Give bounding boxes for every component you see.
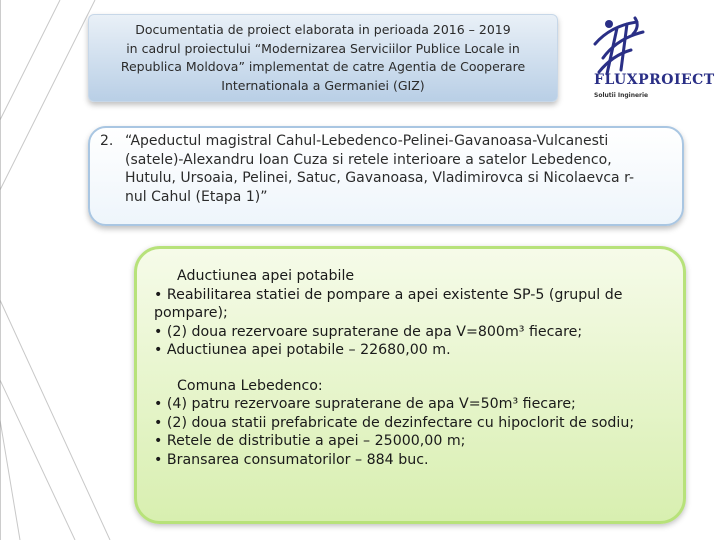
project-line-2: (satele)-Alexandru Ioan Cuza si retele interioare a satelor Lebedenco,	[125, 151, 612, 168]
list-item: • (2) doua statii prefabricate de dezinfectare cu hipoclorit de sodiu;	[154, 414, 635, 431]
logo-wordmark: FLUXPROIECT	[594, 72, 715, 88]
section-title-lebedenco: Comuna Lebedenco:	[177, 377, 323, 394]
list-item: • (4) patru rezervoare supraterane de apa V=50m³ fiecare;	[154, 396, 576, 412]
project-title	[125, 132, 675, 206]
header-line-2: in cadrul proiectului “Modernizarea Serviciilor Publice Locale in	[126, 40, 520, 56]
project-number: 2.	[100, 133, 114, 149]
list-item: • Aductiunea apei potabile – 22680,00 m.	[154, 342, 451, 358]
documentation-header	[88, 14, 558, 102]
project-details	[154, 267, 674, 469]
fluxproiect-logo	[577, 14, 715, 106]
logo-tagline: Solutii Inginerie	[594, 92, 649, 99]
list-item: • Retele de distributie a apei – 25000,00 m;	[154, 433, 466, 449]
list-item: • (2) doua rezervoare supraterane de apa V=800m³ fiecare;	[154, 323, 583, 340]
section-title-aductiune: Aductiunea apei potabile	[177, 268, 355, 284]
list-item: • Reabilitarea statiei de pompare a apei existente SP-5 (grupul de	[154, 286, 623, 303]
header-line-3: Republica Moldova” implementat de catre Agentia de Cooperare	[120, 59, 526, 74]
project-line-3: Hutulu, Ursoaia, Pelinei, Satuc, Gavanoasa, Vladimirovca si Nicolaevca r-	[125, 170, 634, 186]
list-item: pompare);	[154, 305, 228, 321]
header-line-1: Documentatia de proiect elaborata in perioada 2016 – 2019	[135, 22, 511, 37]
list-item: • Bransarea consumatorilor – 884 buc.	[154, 451, 429, 468]
project-line-1: “Apeductul magistral Cahul-Lebedenco-Pelinei-Gavanoasa-Vulcanesti	[125, 133, 609, 149]
project-title-box	[88, 126, 684, 226]
header-line-4: Internationala a Germaniei (GIZ)	[221, 77, 425, 93]
project-line-4: nul Cahul (Etapa 1)”	[125, 188, 268, 205]
project-details-box	[134, 246, 686, 524]
